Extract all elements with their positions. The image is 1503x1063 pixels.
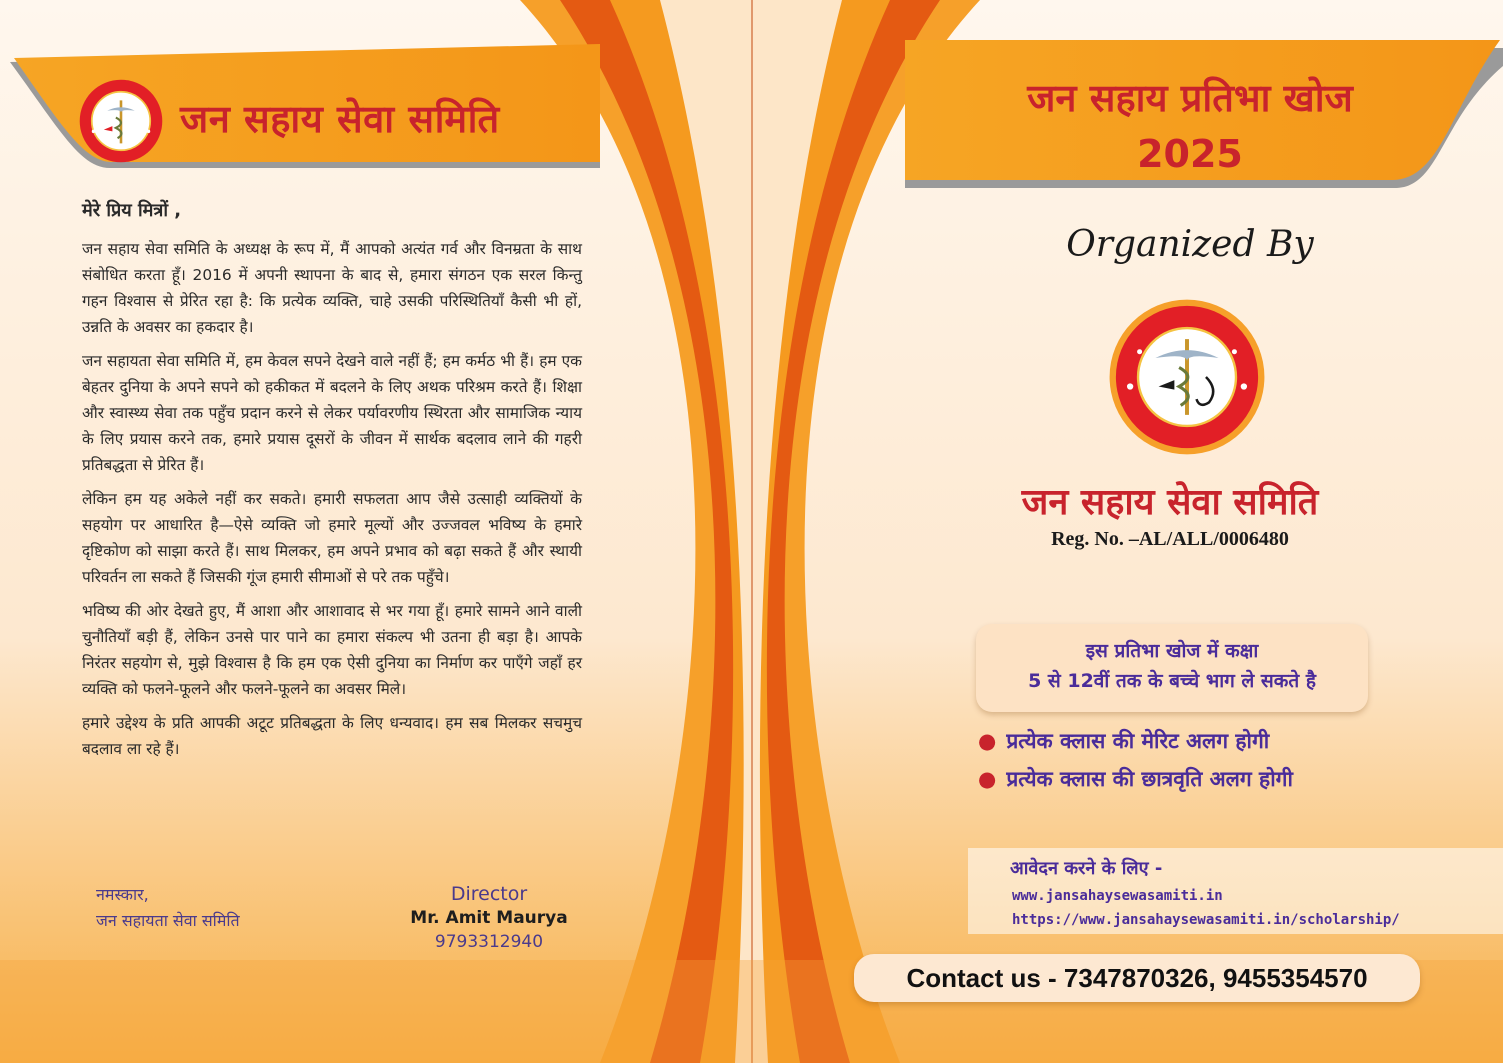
signoff-greeting: नमस्कार,: [96, 885, 149, 904]
director-block: [400, 882, 578, 954]
letter-paragraph: भविष्य की ओर देखते हुए, मैं आशा और आशावाद से भर गया हूँ। हमारे सामने आने वाली चुनौतियाँ बड़ी हैं, लेकिन उनसे पार पाने का हमारा संकल्प भी उतना ही बड़ा है। आपके निरंतर सहयोग से, मुझे विश्वास है कि हम एक ऐसी दुनिया का निर्माण कर पाएँगे जहाँ हर व्यक्ति को फलने-फूलने और फलने-फूलने का अवसर मिले।: [82, 602, 582, 698]
bullet-icon: ●: [978, 767, 997, 791]
apply-heading: आवेदन करने के लिए -: [1010, 858, 1163, 879]
letter-paragraph: हमारे उद्देश्य के प्रति आपकी अटूट प्रतिबद्धता के लिए धन्यवाद। हम सब मिलकर सचमुच बदलाव ला रहे हैं।: [82, 714, 582, 758]
apply-section: [968, 848, 1503, 934]
organization-logo: [1108, 298, 1266, 456]
bullet-icon: ●: [978, 729, 997, 753]
contact-banner: Contact us - 7347870326, 9455354570: [854, 954, 1420, 1002]
organization-logo-small: [78, 78, 164, 164]
organized-by-label: Organized By: [1066, 224, 1314, 265]
letter-paragraph: जन सहाय सेवा समिति के अध्यक्ष के रूप में, मैं आपको अत्यंत गर्व और विनम्रता के साथ संबोधित करता हूँ। 2016 में अपनी स्थापना के बाद से, हमारा संगठन एक सरल किन्तु गहन विश्वास से प्रेरित रहा है: कि प्रत्येक व्यक्ति, चाहे उसकी परिस्थितियाँ कैसी भी हों, उन्नति के अवसर का हकदार है।: [82, 240, 582, 336]
website-link[interactable]: www.jansahaysewasamiti.in: [1012, 888, 1223, 904]
list-item: ● प्रत्येक क्लास की मेरिट अलग होगी: [978, 729, 1270, 753]
cover-title-year: 2025: [1137, 132, 1243, 176]
director-name: Mr. Amit Maurya: [410, 908, 568, 928]
president-letter: [82, 198, 582, 770]
eligibility-box: [976, 624, 1368, 712]
cover-title-line1: जन सहाय प्रतिभा खोज: [1027, 76, 1353, 120]
scholarship-link[interactable]: https://www.jansahaysewasamiti.in/scholarship/: [1012, 912, 1400, 928]
feature-list: [978, 722, 1293, 798]
registration-number: Reg. No. –AL/ALL/0006480: [1051, 528, 1289, 550]
letter-paragraph: लेकिन हम यह अकेले नहीं कर सकते। हमारी सफलता आप जैसे उत्साही व्यक्तियों के सहयोग पर आधारित है—ऐसे व्यक्ति जो हमारे मूल्यों और उज्जवल भविष्य के हमारे दृष्टिकोण को साझा करते हैं। साथ मिलकर, हम अपने प्रभाव को बढ़ा सकते हैं और स्थायी परिवर्तन ला सकते हैं जिसकी गूंज हमारी सीमाओं से परे तक पहुँचे।: [82, 490, 582, 586]
cover-title: [940, 70, 1440, 182]
letter-greeting: मेरे प्रिय मित्रों ,: [82, 200, 182, 221]
director-title: Director: [450, 883, 528, 905]
signoff-org: जन सहायता सेवा समिति: [96, 911, 240, 930]
list-item: ● प्रत्येक क्लास की छात्रवृति अलग होगी: [978, 767, 1293, 791]
left-header-title: जन सहाय सेवा समिति: [180, 97, 500, 141]
letter-paragraph: जन सहायता सेवा समिति में, हम केवल सपने देखने वाले नहीं हैं; हम कर्मठ भी हैं। हम एक बेहतर दुनिया के अपने सपने को हकीकत में बदलने के लिए अथक परिश्रम करते हैं। शिक्षा और स्वास्थ्य सेवा तक पहुँच प्रदान करने से लेकर पर्यावरणीय स्थिरता और सामाजिक न्याय के लिए प्रयास करने तक, हमारे प्रयास दूसरों के जीवन में सार्थक बदलाव लाने की गहरी प्रतिबद्धता से प्रेरित हैं।: [82, 352, 582, 474]
letter-signoff: [96, 882, 240, 934]
organization-name: जन सहाय सेवा समिति: [1021, 482, 1319, 523]
director-phone: 9793312940: [434, 932, 544, 952]
eligibility-line1: इस प्रतिभा खोज में कक्षा: [1085, 640, 1259, 662]
eligibility-line2: 5 से 12वीं तक के बच्चे भाग ले सकते है: [1028, 670, 1316, 692]
